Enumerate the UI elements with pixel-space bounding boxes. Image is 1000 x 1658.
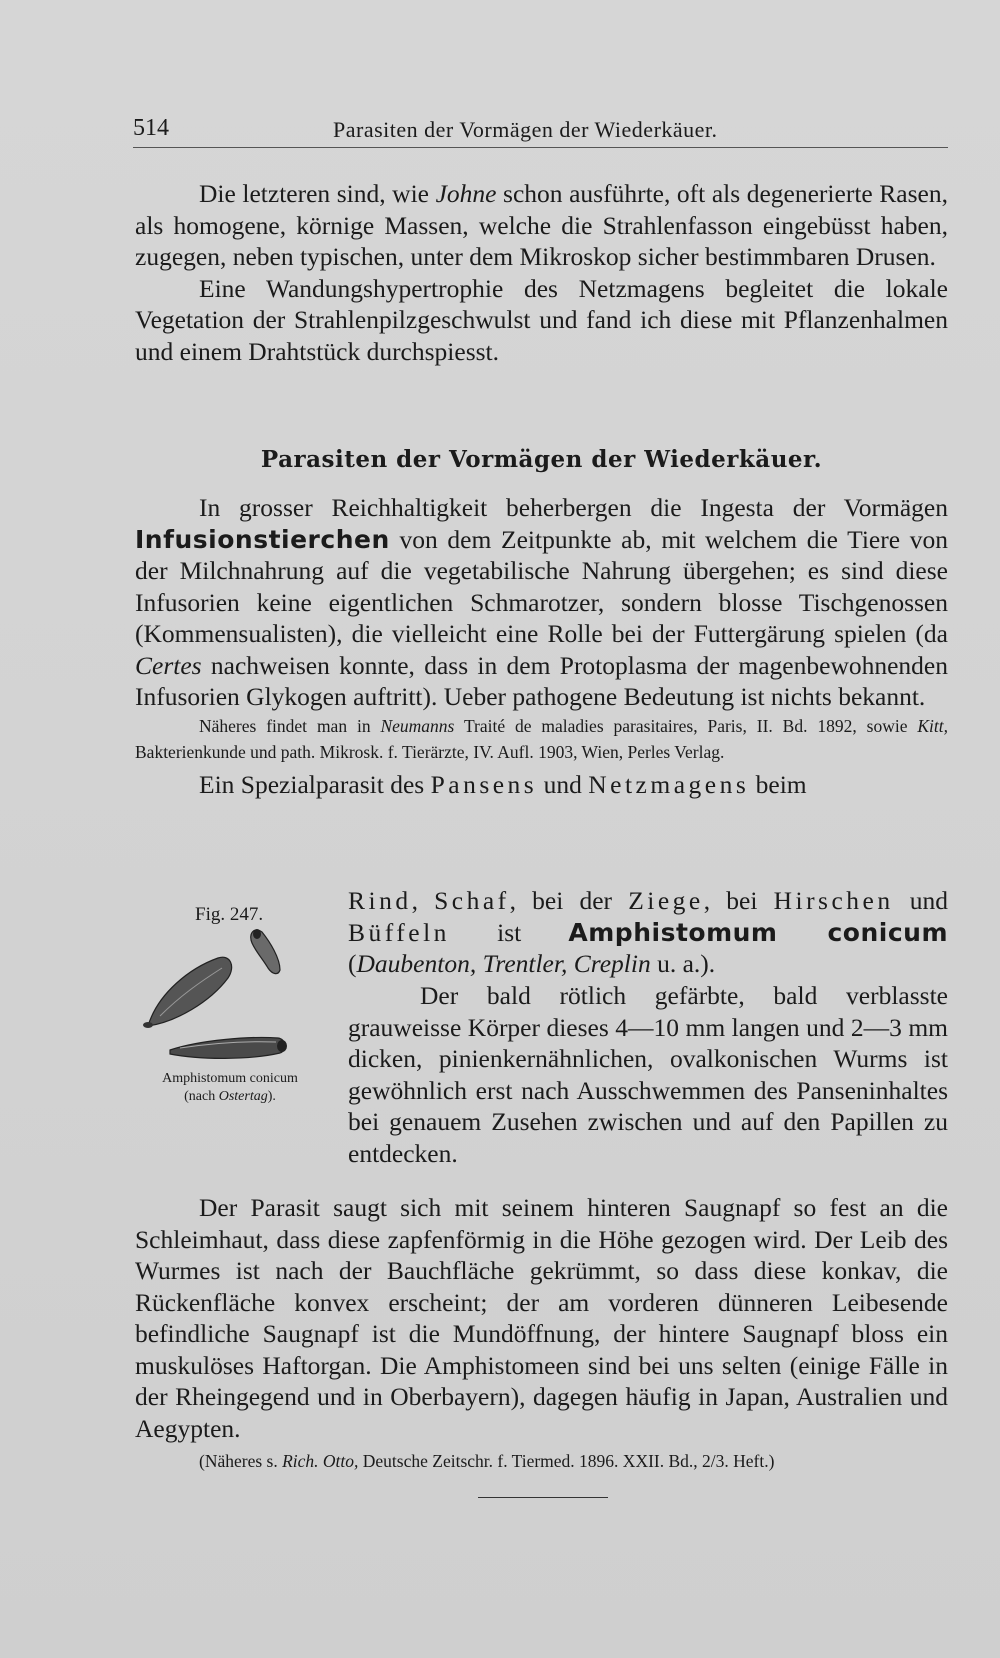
page-number: 514 <box>133 115 169 141</box>
author-name: Certes <box>135 650 202 680</box>
paragraph-1: Die letzteren sind, wie Johne schon ausführte, oft als degenerierte Rasen, als homogene, körnige Massen, welche die Strahlenfasson eingebüsst haben, zugegen, neben typischen, unter dem Mikroskop sicher bestimmbaren Drusen. <box>135 179 948 271</box>
section-heading: Parasiten der Vormägen der Wiederkäuer. <box>260 446 823 473</box>
paragraph-4: Ein Spezialparasit des Pansens und Netzmagens beim <box>199 769 807 799</box>
text-block-middle <box>135 492 948 800</box>
key-term: Infusionstierchen <box>135 524 390 554</box>
key-term: Amphistomum conicum <box>568 917 949 947</box>
author-name: Johne <box>435 179 497 208</box>
footnote-1: Näheres findet man in Neumanns Traité de maladies parasitaires, Paris, II. Bd. 1892, sowie Kitt, Bakterienkunde und path. Mikrosk. f. Tierärzte, IV. Aufl. 1903, Wien, Perles Verlag. <box>135 715 948 762</box>
figure-label: Fig. 247. <box>195 904 264 925</box>
figure-247 <box>130 898 335 1113</box>
section-heading-block <box>135 446 948 473</box>
footnote-2: (Näheres s. Rich. Otto, Deutsche Zeitschr. f. Tiermed. 1896. XXII. Bd., 2/3. Heft.) <box>199 1451 775 1471</box>
worm-specimen-1 <box>143 957 232 1028</box>
running-title: Parasiten der Vormägen der Wiederkäuer. <box>333 117 718 142</box>
worm-specimen-2 <box>251 929 280 974</box>
text-beside-figure <box>348 885 948 980</box>
worm-specimen-3 <box>170 1038 287 1059</box>
text-block-bottom <box>135 1192 948 1474</box>
paragraph-3: In grosser Reichhaltigkeit beherbergen die Ingesta der Vormägen Infusionstierchen von dem Zeitpunkte ab, mit welchem die Tiere von der Milchnahrung auf die vegetabilische Nahrung übergehen; es sind diese Infusorien keine eigentlichen Schmarotzer, sondern blosse Tischgenossen (Kommensualisten), die vielleicht eine Rolle bei der Futtergärung spielen (da Certes nachweisen konnte, dass in dem Protoplasma der magenbewohnenden Infusorien Glykogen auftritt). Ueber pathogene Bedeutung ist nichts bekannt. <box>135 493 948 711</box>
figure-caption: Amphistomum conicum (nach Ostertag). <box>162 1071 298 1104</box>
text-block-top <box>135 178 948 367</box>
paragraph-6: Der Parasit saugt sich mit seinem hinteren Saugnapf so fest an die Schleimhaut, dass diese zapfenförmig in die Höhe gezogen wird. Der Leib des Wurmes ist nach der Bauchfläche gekrümmt, so dass diese konkav, die Rückenfläche konvex erscheint; der am vorderen dünneren Leibesende befindliche Saugnapf ist die Mundöffnung, der hintere Saugnapf bloss ein muskulöses Haftorgan. Die Amphistomeen sind bei uns selten (einige Fälle in der Rheingegend und in Oberbayern), dagegen häufig in Japan, Australien und Aegypten. <box>135 1193 948 1443</box>
text-paragraph-5-block <box>348 980 948 1169</box>
paragraph-4-continued: Rind, Schaf, bei der Ziege, bei Hirschen und Büffeln ist Amphistomum conicum (Daubenton, Trentler, Creplin u. a.). <box>348 886 949 978</box>
page-header <box>133 115 948 148</box>
paragraph-2: Eine Wandungshypertrophie des Netzmagens begleitet die lokale Vegetation der Strahlenpilzgeschwulst und fand ich diese mit Pflanzenhalmen und einem Drahtstück durchspiesst. <box>135 273 948 366</box>
closing-rule <box>478 1497 608 1498</box>
paragraph-5: Der bald rötlich gefärbte, bald verblasste grauweisse Körper dieses 4—10 mm langen und 2—3 mm dicken, pinienkernähnlichen, ovalkonischen Wurms ist gewöhnlich erst nach Ausschwemmen des Panseninhaltes bei genauem Zusehen zwischen und auf den Papillen zu entdecken. <box>348 981 948 1168</box>
